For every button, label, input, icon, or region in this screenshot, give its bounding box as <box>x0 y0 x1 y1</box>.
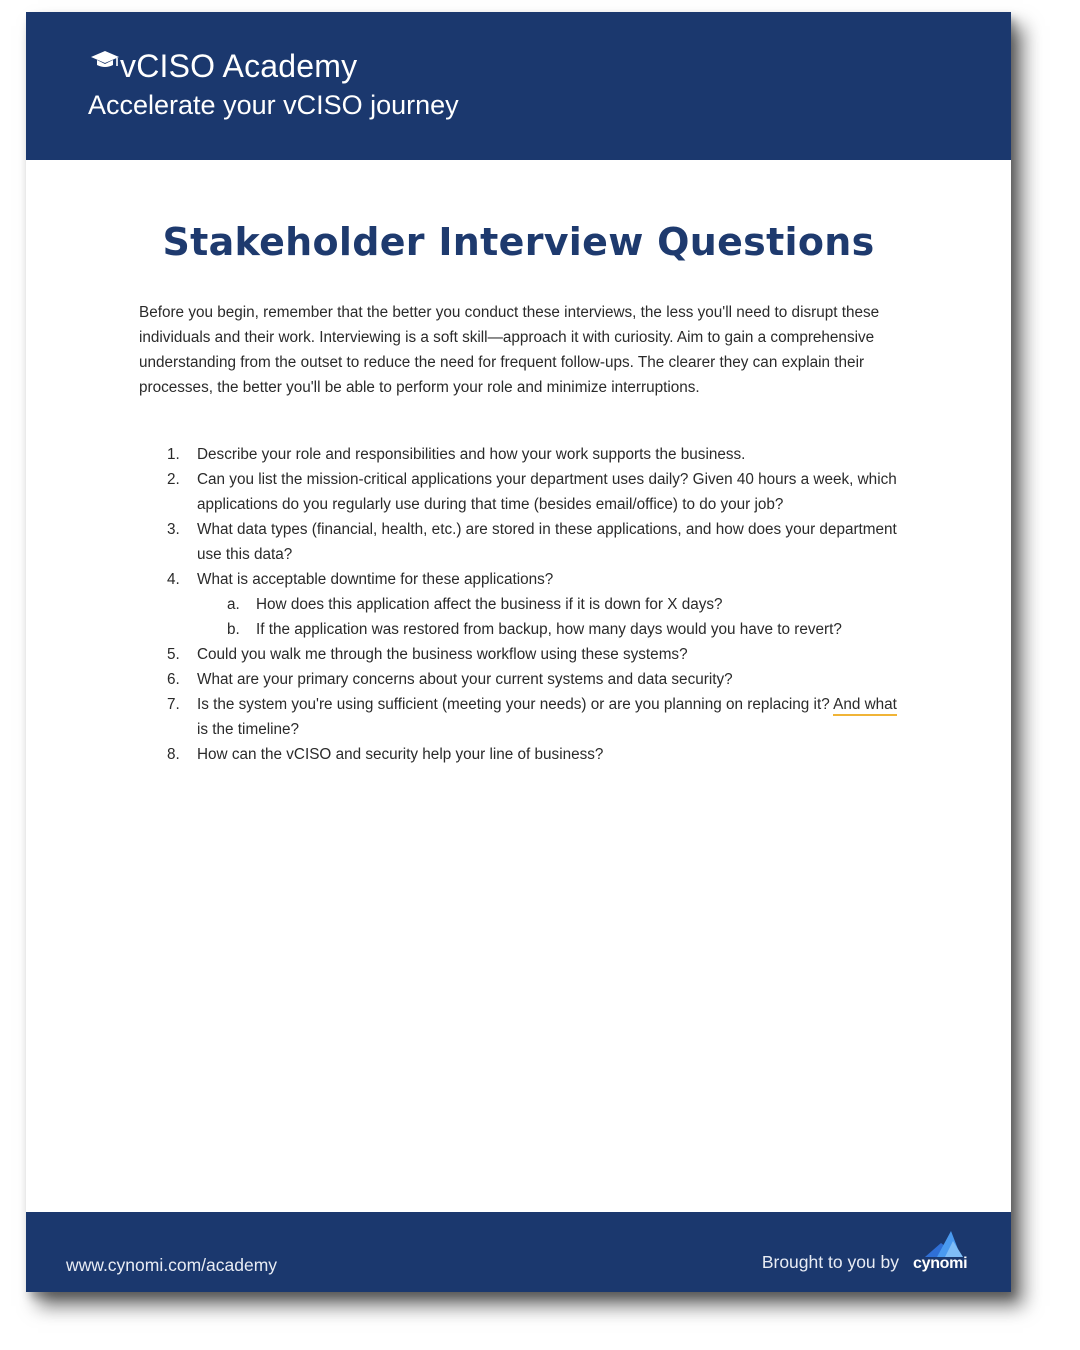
question-number: 6. <box>167 671 180 688</box>
question-item <box>139 567 909 642</box>
question-item <box>139 442 909 467</box>
question-item <box>139 742 909 767</box>
question-text: Can you list the mission-critical applications your department uses daily? Given 40 hours a week, which applications do you regularly use during that time (besides email/office) to do your job? <box>197 471 897 513</box>
question-text-part: is the timeline? <box>197 721 300 738</box>
sub-question-letter: a. <box>227 596 240 613</box>
question-number: 4. <box>167 571 180 588</box>
sub-question-item <box>197 617 909 642</box>
question-number: 2. <box>167 471 180 488</box>
question-item <box>139 642 909 667</box>
sub-question-list <box>197 592 909 642</box>
document-page <box>26 12 1011 1292</box>
question-item <box>139 517 909 567</box>
question-item <box>139 667 909 692</box>
credit-text: Brought to you by <box>761 1252 899 1272</box>
question-text: What are your primary concerns about your current systems and data security? <box>197 671 733 688</box>
question-number: 1. <box>167 446 180 463</box>
question-text: Describe your role and responsibilities and how your work supports the business. <box>197 446 746 463</box>
cynomi-logo <box>913 1229 973 1279</box>
question-number: 7. <box>167 696 180 713</box>
brand <box>90 46 357 86</box>
question-number: 8. <box>167 746 180 763</box>
sub-question-text: How does this application affect the business if it is down for X days? <box>256 596 723 613</box>
question-list <box>139 442 909 767</box>
question-item <box>139 467 909 517</box>
footer-url: www.cynomi.com/academy <box>66 1255 278 1275</box>
question-text: Could you walk me through the business workflow using these systems? <box>197 646 688 663</box>
question-text: What data types (financial, health, etc.) are stored in these applications, and how does your department use this data? <box>197 521 897 563</box>
footer-banner <box>26 1212 1011 1292</box>
tagline: Accelerate your vCISO journey <box>88 90 459 120</box>
question-text: How can the vCISO and security help your line of business? <box>197 746 604 763</box>
graduation-cap-icon <box>90 48 120 84</box>
question-number: 3. <box>167 521 180 538</box>
highlighted-text: And what <box>833 696 897 716</box>
question-text-part: Is the system you're using sufficient (meeting your needs) or are you planning on replacing it? <box>197 696 834 713</box>
question-text: What is acceptable downtime for these applications? <box>197 571 554 588</box>
logo-wordmark: cynomi <box>913 1255 968 1272</box>
question-item <box>139 692 909 742</box>
question-number: 5. <box>167 646 180 663</box>
brand-name: vCISO Academy <box>120 47 358 84</box>
page-title: Stakeholder Interview Questions <box>162 220 875 264</box>
sub-question-item <box>197 592 909 617</box>
sub-question-letter: b. <box>227 621 240 638</box>
header-banner <box>26 12 1011 160</box>
sub-question-text: If the application was restored from backup, how many days would you have to revert? <box>256 621 842 638</box>
intro-paragraph: Before you begin, remember that the better you conduct these interviews, the less you'll need to disrupt these individuals and their work. Interviewing is a soft skill—approach it with curiosity. Aim to gain a comprehensive understanding from the outset to reduce the need for frequent follow-ups. The clearer they can explain their processes, the better you'll be able to perform your role and minimize interruptions. <box>139 304 880 396</box>
footer-credit <box>762 1229 973 1279</box>
